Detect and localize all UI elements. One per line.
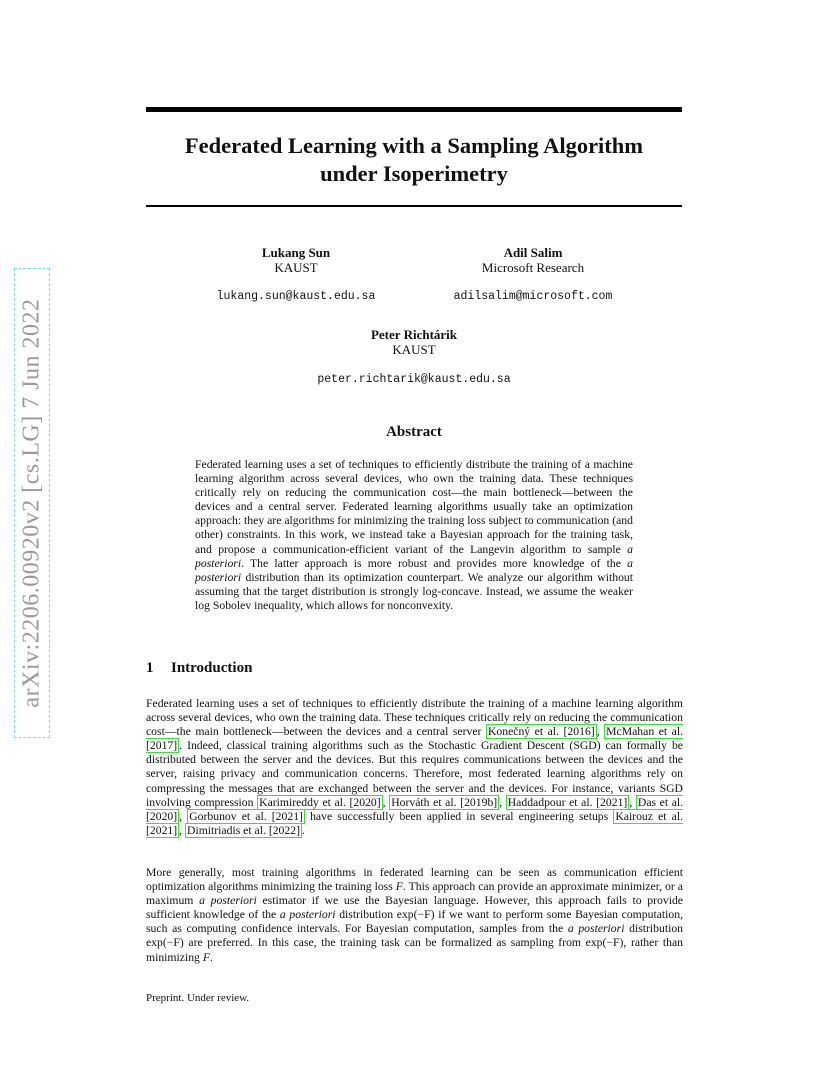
abstract-text: Federated learning uses a set of techniques to efficiently distribute the training of a machine learning algorithm across several devices, who own the training data. These techniques critically rely on reducing the communication cost—the main bottleneck—between the devices and a central server. Federated learning algorithms usually take an optimization approach: they are algorithms for minimizing the training loss subject to communication (and other) constraints. In this work, we instead take a Bayesian approach for the training task, and propose a communication-efficient variant of the Langevin algorithm to sample a posteriori. The latter approach is more robust and provides more knowledge of the a posteriori distribution than its optimization counterpart. We analyze our algorithm without assuming that the target distribution is strongly log-concave. Instead, we assume the weaker log Sobolev inequality, which allows for nonconvexity. xyxy=(195,458,633,612)
arxiv-stamp[interactable] xyxy=(14,268,50,738)
section-heading-introduction xyxy=(146,660,252,677)
author-email-3[interactable]: peter.richtarik@kaust.edu.sa xyxy=(317,373,511,386)
math-expression: F xyxy=(202,950,210,964)
footer-note: Preprint. Under review. xyxy=(146,992,250,1004)
author-name: Adil Salim xyxy=(503,245,563,260)
abstract-heading: Abstract xyxy=(386,424,442,440)
intro-paragraph-2: More generally, most training algorithms in federated learning can be seen as communication efficient optimization algorithms minimizing the training loss F. This approach can provide an approximate minimizer, or a maximum a posteriori estimator if we use the Bayesian language. However, this approach fails to provide sufficient knowledge of the a posteriori distribution exp(−F) if we want to perform some Bayesian computation, such as computing confidence intervals. For Bayesian computation, samples from the a posteriori distribution exp(−F) are preferred. In this case, the training task can be formalized as sampling from exp(−F), rather than minimizing F. xyxy=(146,866,684,964)
citation-link[interactable]: McMahan et al. [2017] xyxy=(146,725,684,753)
arxiv-stamp-text[interactable]: arXiv:2206.00920v2 [cs.LG] 7 Jun 2022 xyxy=(18,298,45,708)
math-expression: exp(−F) xyxy=(396,908,435,922)
citation-link[interactable]: Kairouz et al. [2021] xyxy=(146,809,683,837)
author-name: Peter Richtárik xyxy=(370,327,458,342)
math-expression: exp(−F) xyxy=(146,936,184,950)
author-email-2[interactable]: adilsalim@microsoft.com xyxy=(453,290,613,303)
author-affiliation: Microsoft Research xyxy=(481,260,585,275)
citation-link[interactable]: Konečný et al. [2016] xyxy=(487,725,595,739)
title-line-1: Federated Learning with a Sampling Algorithm xyxy=(184,133,644,158)
citation-link[interactable]: Das et al. [2020] xyxy=(146,795,684,823)
author-name: Lukang Sun xyxy=(261,245,331,260)
citation-link[interactable]: Dimitriadis et al. [2022] xyxy=(187,823,300,837)
author-email-1[interactable]: lukang.sun@kaust.edu.sa xyxy=(216,290,376,303)
citation-link[interactable]: Karimireddy et al. [2020] xyxy=(259,795,381,809)
title-bottom-rule xyxy=(146,205,682,207)
paper-title xyxy=(146,132,682,188)
title-line-2: under Isoperimetry xyxy=(320,161,508,186)
author-block-2 xyxy=(413,245,653,275)
citation-link[interactable]: Gorbunov et al. [2021] xyxy=(189,809,303,823)
author-affiliation: KAUST xyxy=(392,342,436,357)
citation-link[interactable]: Horváth et al. [2019b] xyxy=(391,795,498,809)
math-expression: F xyxy=(395,880,403,894)
author-affiliation: KAUST xyxy=(274,260,318,275)
author-block-3 xyxy=(294,327,534,357)
math-expression: exp(−F) xyxy=(585,936,624,950)
citation-link[interactable]: Haddadpour et al. [2021] xyxy=(507,795,628,809)
section-number: 1 xyxy=(146,660,154,676)
author-block-1 xyxy=(176,245,416,275)
intro-paragraph-1: Federated learning uses a set of techniques to efficiently distribute the training of a machine learning algorithm across several devices, who own the training data. These techniques critically rely on reducing the communication cost—the main bottleneck—between the devices and a central server Konečný et al. [2016] , McMahan et al. [2017] . Indeed, classical training algorithms such as the Stochastic Gradient Descent (SGD) can formally be distributed between the server and the devices. But this requires communications between the devices and the server, raising privacy and communication concerns. Therefore, most federated learning algorithms rely on compressing the messages that are exchanged between the server and the devices. For instance, variants SGD involving compression Karimireddy et al. [2020] , Horváth et al. [2019b] , Haddadpour et al. [2021] , Das et al. [2020] , Gorbunov et al. [2021] have successfully been applied in several engineering setups Kairouz et al. [2021] , Dimitriadis et al. [2022] . xyxy=(146,697,684,837)
section-title: Introduction xyxy=(171,660,253,676)
title-top-rule xyxy=(146,107,682,112)
